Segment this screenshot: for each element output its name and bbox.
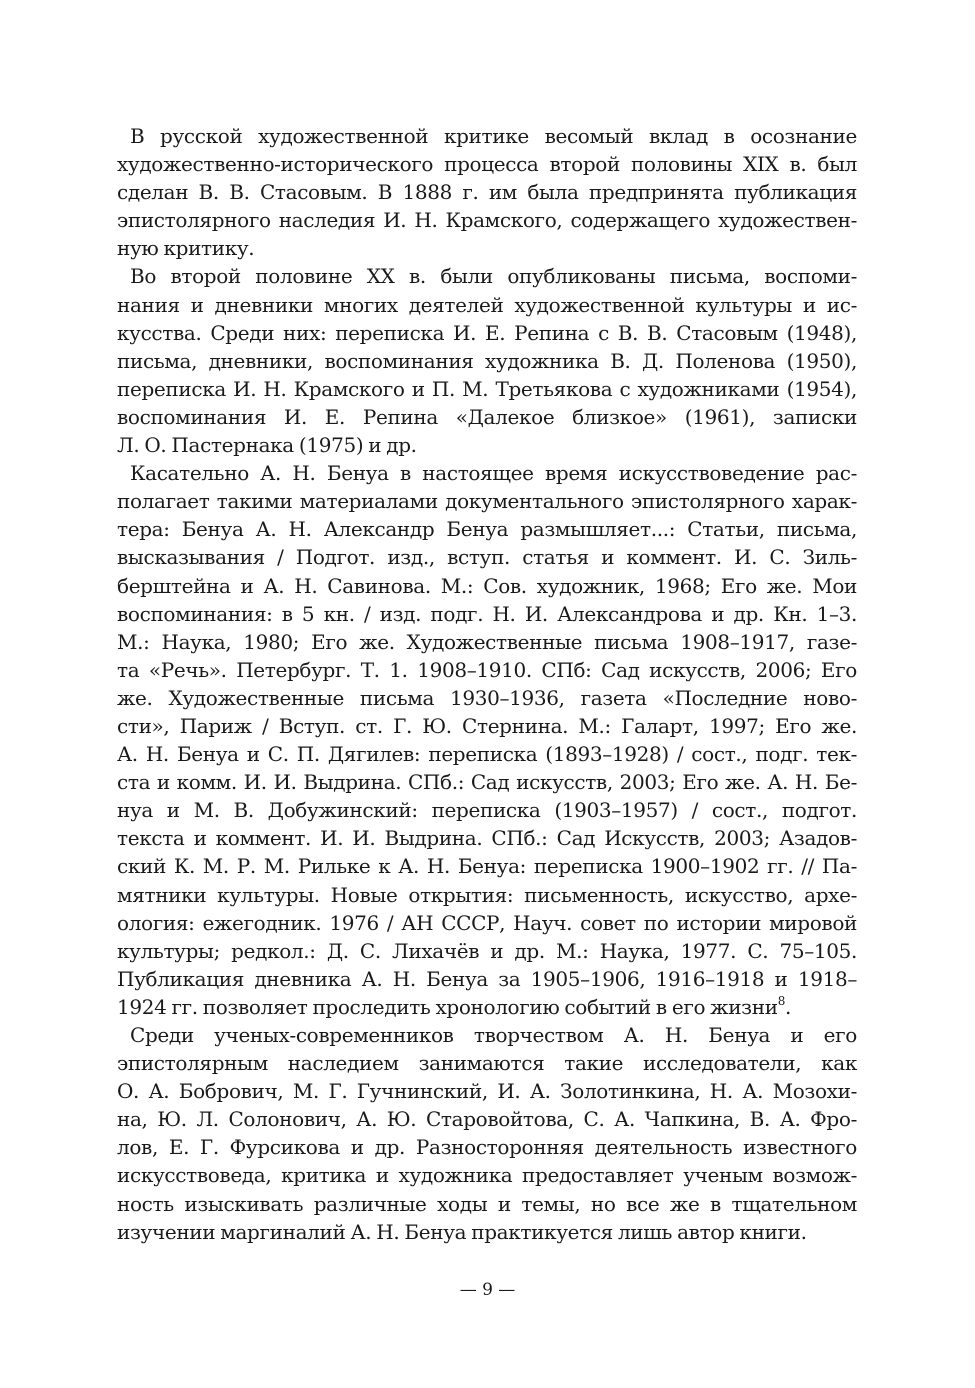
text-line: кусства. Среди них: переписка И. Е. Репина с В. В. Стасовым (1948), [117,320,857,345]
text-line: искусствоведа, критика и художника предоставляет ученым возмож- [117,1163,857,1188]
page-number: — 9 — [459,1280,516,1300]
text-line: та «Речь». Петербург. Т. 1. 1908–1910. СПб: Сад искусств, 2006; Его [117,657,857,682]
text-line: изучении маргиналий А. Н. Бенуа практикуется лишь автор книги. [117,1219,807,1244]
text-line: мятники культуры. Новые открытия: письменность, искусство, архе- [117,882,857,907]
text-line: Касательно А. Н. Бенуа в настоящее время искусствоведение рас- [130,461,857,486]
body-text [117,122,857,1246]
text-line: берштейна и А. Н. Савинова. М.: Сов. художник, 1968; Его же. Мои [117,573,857,598]
text-line: высказывания / Подгот. изд., вступ. статья и коммент. И. С. Зиль- [117,545,857,570]
text-line: письма, дневники, воспоминания художника В. Д. Поленова (1950), [117,348,857,373]
text-line: ную критику. [117,236,255,261]
text-line: Среди ученых-современников творчеством А. Н. Бенуа и его [130,1023,857,1047]
text-line: художественно-исторического процесса второй половины XIX в. был [117,152,857,177]
text-line: нуа и М. В. Добужинский: переписка (1903–1957) / сост., подгот. [117,798,857,823]
text-line: Л. О. Пастернака (1975) и др. [117,433,417,458]
text-line: ность изыскивать различные ходы и темы, но все же в тщательном [117,1191,857,1216]
text-line: О. А. Бобрович, М. Г. Гучнинский, И. А. Золотинкина, Н. А. Мозохи- [117,1079,857,1104]
text-line: текста и коммент. И. И. Выдрина. СПб.: Сад Искусств, 2003; Азадов- [117,826,857,851]
text-line: культуры; редкол.: Д. С. Лихачёв и др. М.: Наука, 1977. С. 75–105. [117,938,857,963]
text-line: же. Художественные письма 1930–1936, газета «Последние ново- [117,685,857,710]
text-line: сти», Париж / Вступ. ст. Г. Ю. Стернина. М.: Галарт, 1997; Его же. [117,713,857,738]
text-line: ский К. М. Р. М. Рильке к А. Н. Бенуа: переписка 1900–1902 гг. // Па- [117,854,857,879]
text-line: тера: Бенуа А. Н. Александр Бенуа размышляет...: Статьи, письма, [117,517,857,542]
text-line: Во второй половине XX в. были опубликованы письма, воспоми- [130,264,857,289]
text-line: лов, Е. Г. Фурсикова и др. Разносторонняя деятельность известного [117,1135,857,1160]
text-line: ста и комм. И. И. Выдрина. СПб.: Сад искусств, 2003; Его же. А. Н. Бе- [117,770,857,795]
text-line: А. Н. Бенуа и С. П. Дягилев: переписка (1893–1928) / сост., подг. тек- [117,742,857,767]
text-line: эпистолярного наследия И. Н. Крамского, содержащего художествен- [117,208,857,233]
footnote-reference[interactable]: 8 [777,993,785,1008]
text-line: переписка И. Н. Крамского и П. М. Третьякова с художниками (1954), [117,376,857,401]
text-line: воспоминания И. Е. Репина «Далекое близкое» (1961), записки [117,404,857,429]
text-line: воспоминания: в 5 кн. / изд. подг. Н. И. Александрова и др. Кн. 1–3. [117,601,857,626]
text-line: полагает такими материалами документального эпистолярного харак- [117,489,857,514]
sentence-end: . [785,994,792,1019]
text-line: сделан В. В. Стасовым. В 1888 г. им была предпринята публикация [117,180,857,205]
text-line: нания и дневники многих деятелей художественной культуры и ис- [117,292,857,317]
text-line: Публикация дневника А. Н. Бенуа за 1905–1906, 1916–1918 и 1918– [117,966,857,991]
text-line-content: 1924 гг. позволяет проследить хронологию событий в его жизни [117,994,778,1019]
text-line: В русской художественной критике весомый вклад в осознание [130,124,857,148]
text-line [117,993,857,1021]
text-line: М.: Наука, 1980; Его же. Художественные письма 1908–1917, газе- [117,629,857,654]
text-line: эпистолярным наследием занимаются такие исследователи, как [117,1051,857,1076]
text-line: на, Ю. Л. Солонович, А. Ю. Старовойтова, С. А. Чапкина, В. А. Фро- [117,1107,857,1132]
text-line: ология: ежегодник. 1976 / АН СССР, Науч. совет по истории мировой [117,910,857,935]
